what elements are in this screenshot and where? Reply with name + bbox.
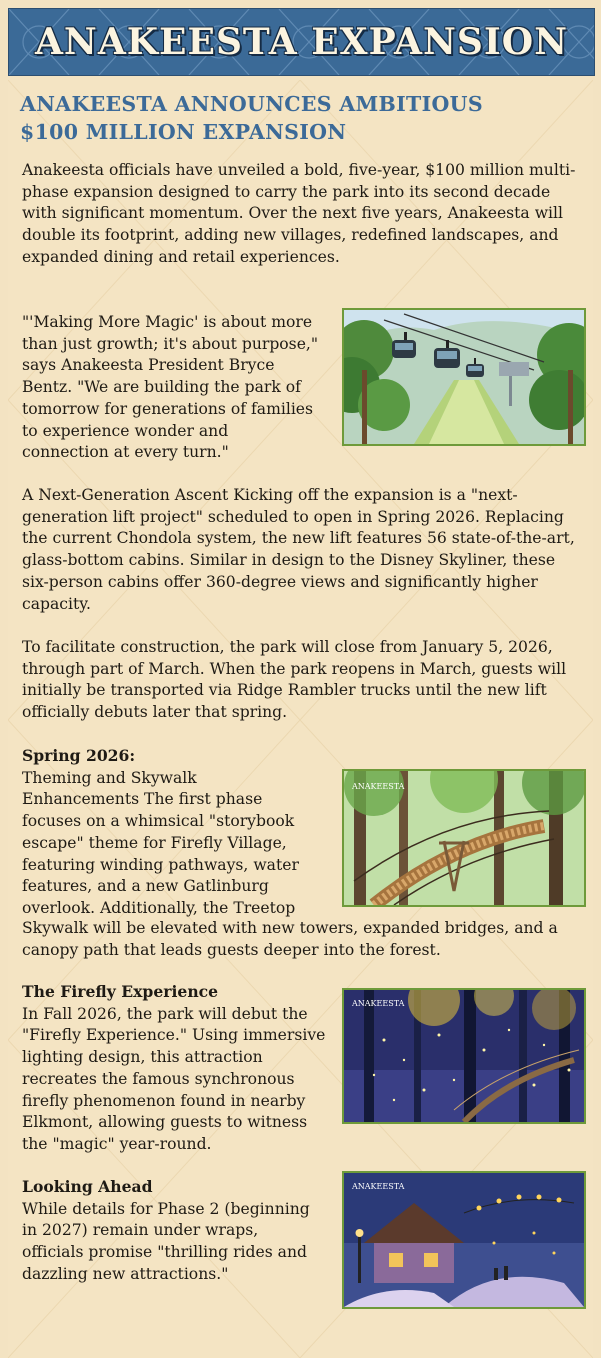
spring-line: focuses on a whimsical "storybook bbox=[22, 812, 295, 831]
spring-line: features, and a new Gatlinburg bbox=[22, 877, 269, 896]
spring-line: overlook. Additionally, the Treetop bbox=[22, 898, 296, 917]
intro-paragraph: Anakeesta officials have unveiled a bold, five-year, $100 million multi-phase expansion designed to carry the park into its second decade with significant momentum. Over the next five years, Anakeesta will double its footprint, adding new villages, redefined landscapes, and expanded dining and retail experiences. bbox=[22, 161, 576, 266]
ascent-paragraph: A Next-Generation Ascent Kicking off the expansion is a "next-generation lift project" scheduled to open in Spring 2026. Replacing the current Chondola system, the new lift features 56 state-of-the-art, glass-bottom cabins. Similar in design to the Disney Skyliner, these six-person cabins offer 360-degree views and significantly higher capacity. bbox=[22, 486, 575, 613]
logo-mark: ANAKEESTA bbox=[352, 999, 405, 1008]
quote-line: tomorrow for generations of families bbox=[22, 399, 314, 418]
treetop-skywalk-illustration bbox=[342, 769, 586, 907]
quote-line: says Anakeesta President Bryce bbox=[22, 356, 275, 375]
firefly-line: firefly phenomenon found in nearby bbox=[22, 1091, 306, 1110]
article-headline bbox=[20, 90, 580, 146]
firefly-experience-illustration bbox=[342, 988, 586, 1124]
spring-heading: Spring 2026: bbox=[22, 746, 136, 765]
logo-mark: ANAKEESTA bbox=[352, 782, 405, 791]
firefly-line: "Firefly Experience." Using immersive bbox=[22, 1026, 326, 1045]
spring-line: escape" theme for Firefly Village, bbox=[22, 833, 287, 852]
quote-line: connection at every turn." bbox=[22, 443, 229, 462]
ahead-line: While details for Phase 2 (beginning bbox=[22, 1199, 310, 1218]
header-banner bbox=[8, 8, 595, 76]
looking-ahead-section bbox=[22, 1176, 352, 1286]
ahead-line: officials promise "thrilling rides and bbox=[22, 1243, 308, 1262]
firefly-line: lighting design, this attraction bbox=[22, 1048, 263, 1067]
spring-line: Enhancements The first phase bbox=[22, 790, 263, 809]
banner-title: ANAKEESTA EXPANSION bbox=[35, 21, 568, 63]
quote-paragraph bbox=[22, 312, 352, 464]
headline-line-1: ANAKEESTA ANNOUNCES AMBITIOUS bbox=[20, 92, 483, 116]
firefly-line: recreates the famous synchronous bbox=[22, 1069, 295, 1088]
firefly-line: the "magic" year-round. bbox=[22, 1134, 212, 1153]
looking-ahead-heading: Looking Ahead bbox=[22, 1177, 153, 1196]
spring-section bbox=[22, 745, 352, 920]
firefly-village-illustration bbox=[342, 1171, 586, 1309]
quote-line: "'Making More Magic' is about more bbox=[22, 313, 313, 331]
quote-line: Bentz. "We are building the park of bbox=[22, 378, 301, 397]
logo-mark: ANAKEESTA bbox=[352, 1182, 405, 1191]
headline-line-2: $100 MILLION EXPANSION bbox=[20, 120, 347, 144]
firefly-line: In Fall 2026, the park will debut the bbox=[22, 1004, 308, 1023]
quote-line: to experience wonder and bbox=[22, 421, 229, 440]
spring-wide-paragraph: Skywalk will be elevated with new towers, expanded bridges, and a canopy path that leads guests deeper into the forest. bbox=[22, 919, 558, 959]
gondola-lift-illustration bbox=[342, 308, 586, 446]
quote-line: than just growth; it's about purpose," bbox=[22, 334, 319, 353]
firefly-heading: The Firefly Experience bbox=[22, 982, 219, 1001]
construction-paragraph: To facilitate construction, the park will close from January 5, 2026, through part of March. When the park reopens in March, guests will initially be transported via Ridge Rambler trucks until the new lift officially debuts later that spring. bbox=[22, 638, 567, 722]
ahead-line: dazzling new attractions." bbox=[22, 1264, 229, 1283]
spring-line: Theming and Skywalk bbox=[22, 768, 197, 787]
firefly-line: Elkmont, allowing guests to witness bbox=[22, 1113, 308, 1132]
spring-line: featuring winding pathways, water bbox=[22, 855, 299, 874]
firefly-section bbox=[22, 981, 352, 1156]
ahead-line: in 2027) remain under wraps, bbox=[22, 1221, 259, 1240]
